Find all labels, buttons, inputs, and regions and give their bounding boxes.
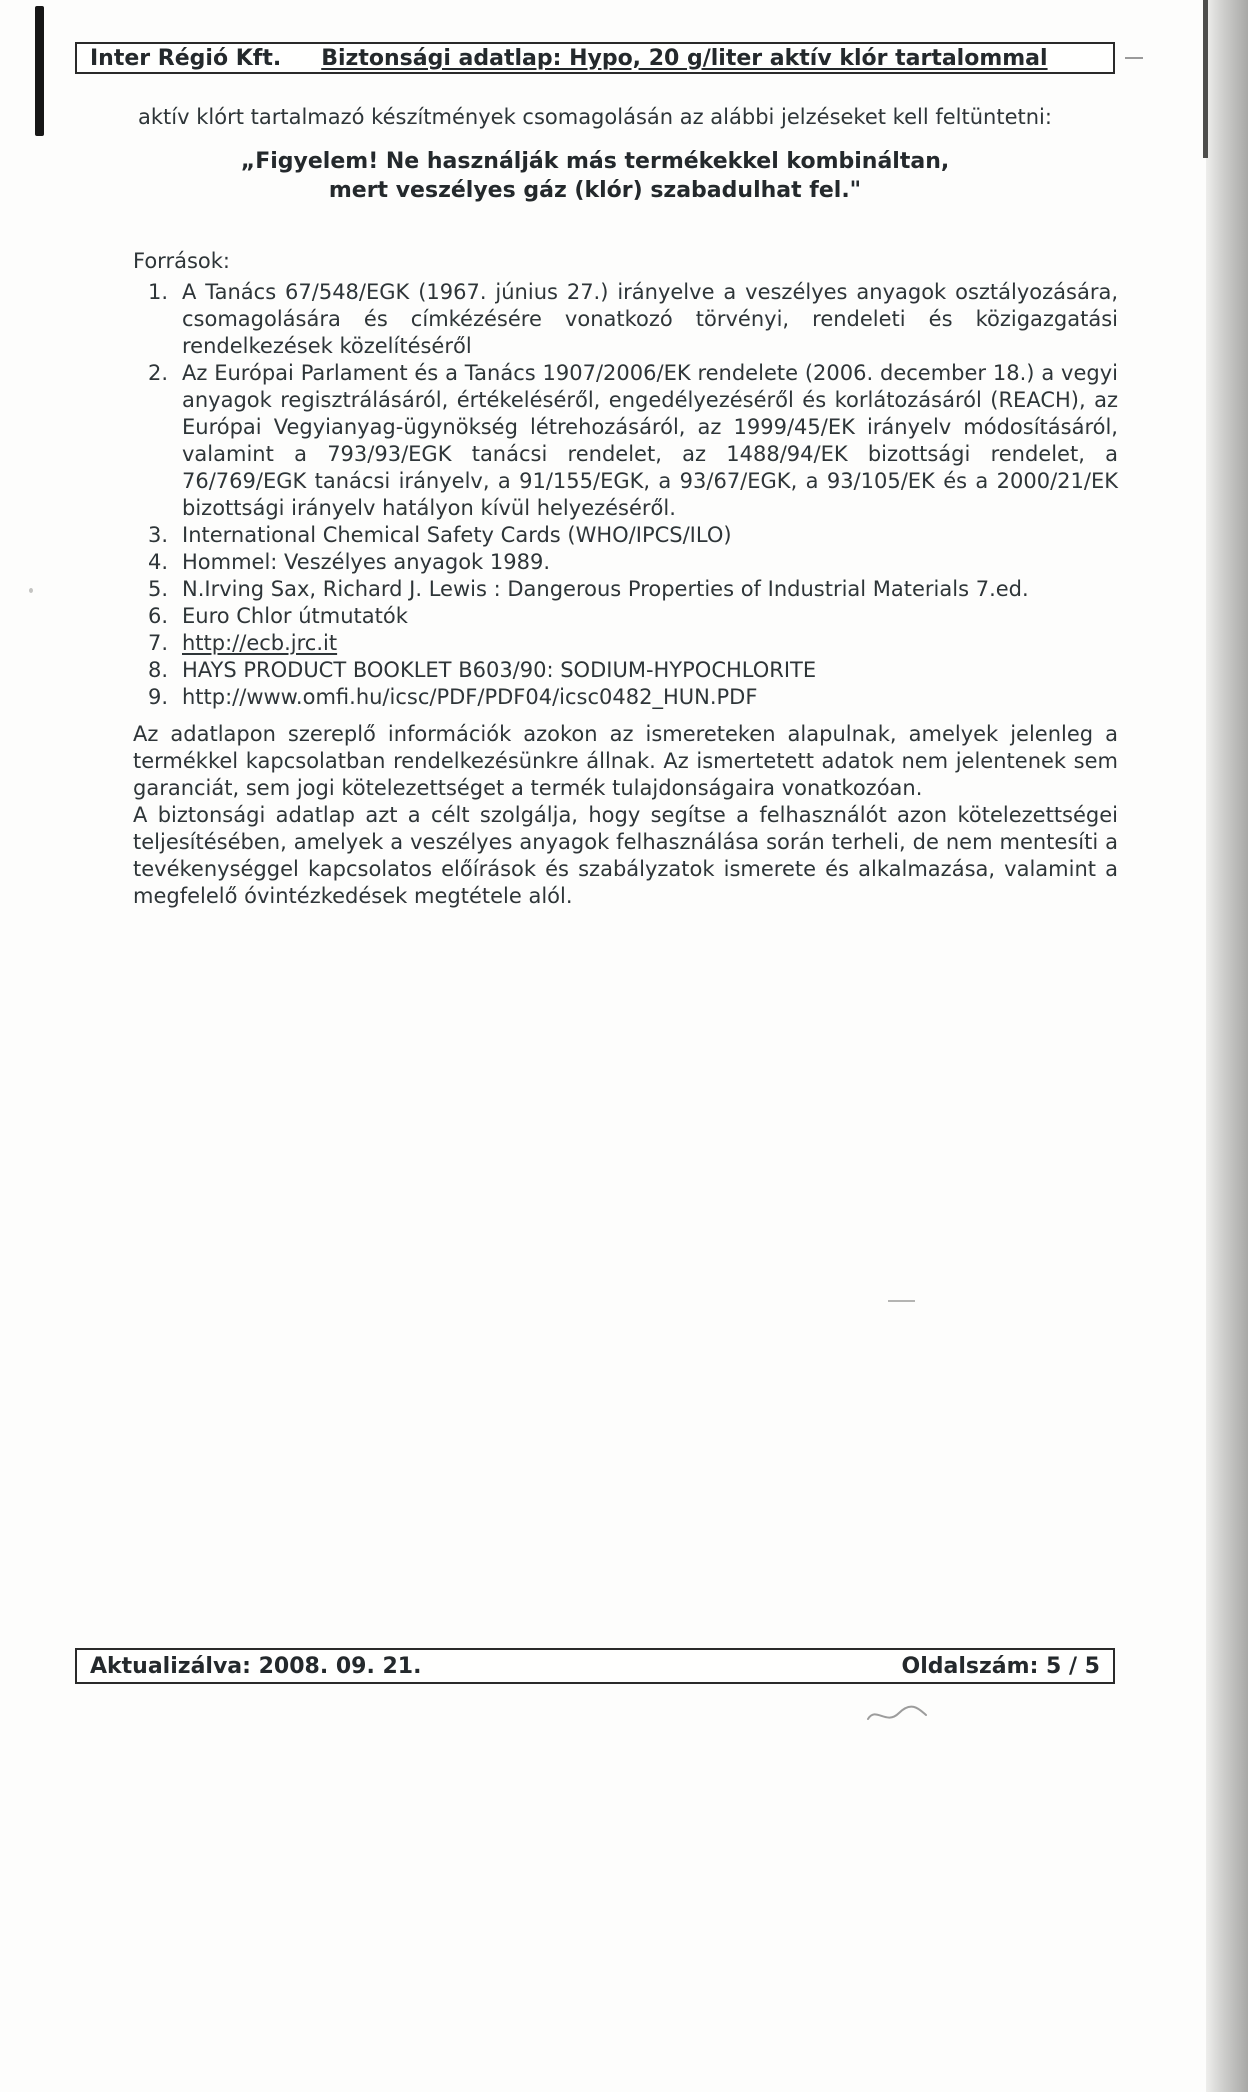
disclaimer-paragraph-1: Az adatlapon szereplő információk azokon az ismereteken alapulnak, amelyek jelenleg a termékkel kapcsolatban rendelkezésünkre állnak. Az ismertetett adatok nem jelentenek sem garanciát, sem jogi kötelezettséget a termék tulajdonságaira vonatkozóan. <box>133 722 1118 800</box>
source-item <box>133 657 1118 684</box>
scan-artifact-dash <box>888 1300 915 1302</box>
source-text: Euro Chlor útmutatók <box>182 604 408 628</box>
page-number: Oldalszám: 5 / 5 <box>901 1653 1100 1679</box>
source-number: 9. <box>148 685 169 709</box>
disclaimer-paragraph-2: A biztonsági adatlap azt a célt szolgálja, hogy segítse a felhasználót azon kötelezettségei teljesítésében, amelyek a veszélyes anyagok felhasználása során terheli, de nem mentesíti a tevékenységgel kapcsolatos előírások és szabályzatok ismerete és alkalmazása, valamint a megfelelő óvintézkedések megtétele alól. <box>133 803 1118 908</box>
source-number: 6. <box>148 604 169 628</box>
scan-artifact-squiggle <box>866 1700 928 1732</box>
source-text: Hommel: Veszélyes anyagok 1989. <box>182 550 551 574</box>
warning-line-1: „Figyelem! Ne használják más termékekkel kombináltan, <box>240 149 950 174</box>
sources-list <box>133 279 1118 711</box>
source-item <box>133 279 1118 360</box>
source-item <box>133 360 1118 522</box>
scan-edge-band <box>1206 0 1248 2092</box>
source-number: 3. <box>148 523 169 547</box>
source-number: 8. <box>148 658 169 682</box>
source-text: International Chemical Safety Cards (WHO/IPCS/ILO) <box>182 523 732 547</box>
source-number: 5. <box>148 577 169 601</box>
source-item <box>133 522 1118 549</box>
warning-text <box>75 147 1115 205</box>
source-text: A Tanács 67/548/EGK (1967. június 27.) irányelve a veszélyes anyagok osztályozására, csomagolására és címkézésére vonatkozó törvényi, rendeleti és közigazgatási rendelkezések közelítéséről <box>182 280 1118 358</box>
source-item <box>133 603 1118 630</box>
intro-text: aktív klórt tartalmazó készítmények csomagolásán az alábbi jelzéseket kell feltüntetni: <box>138 105 1052 129</box>
source-item <box>133 576 1118 603</box>
sources-heading: Források: <box>133 249 230 273</box>
header-bar <box>75 42 1115 74</box>
footer-bar <box>75 1648 1115 1684</box>
source-text: N.Irving Sax, Richard J. Lewis : Dangerous Properties of Industrial Materials 7.ed. <box>182 577 1029 601</box>
document-title: Biztonsági adatlap: Hypo, 20 g/liter aktív klór tartalommal <box>321 45 1048 71</box>
scan-artifact-bar <box>35 6 44 136</box>
scan-edge-line <box>1203 0 1208 158</box>
source-number: 4. <box>148 550 169 574</box>
disclaimer-block <box>133 721 1118 910</box>
source-number: 1. <box>148 280 169 304</box>
source-number: 7. <box>148 631 169 655</box>
main-content <box>133 248 1118 910</box>
source-text: HAYS PRODUCT BOOKLET B603/90: SODIUM-HYPOCHLORITE <box>182 658 817 682</box>
source-item <box>133 684 1118 711</box>
omfi-link[interactable]: http://www.omfi.hu/icsc/PDF/PDF04/icsc0482_HUN.PDF <box>182 685 758 709</box>
warning-line-2: mert veszélyes gáz (klór) szabadulhat fel." <box>328 178 862 203</box>
ecb-jrc-link[interactable]: http://ecb.jrc.it <box>182 631 338 655</box>
source-text: Az Európai Parlament és a Tanács 1907/2006/EK rendelete (2006. december 18.) a vegyi anyagok regisztrálásáról, értékeléséről, engedélyezéséről és korlátozásáról (REACH), az Európai Vegyianyag-ügynökség létrehozásáról, az 1999/45/EK irányelv módosításáról, valamint a 793/93/EGK tanácsi rendelet, az 1488/94/EK bizottsági rendelet, a 76/769/EGK tanácsi irányelv, a 91/155/EGK, a 93/67/EGK, a 93/105/EK és a 2000/21/EK bizottsági irányelv hatályon kívül helyezéséről. <box>182 361 1118 520</box>
source-item <box>133 630 1118 657</box>
scan-artifact-dot <box>29 588 33 593</box>
source-item <box>133 549 1118 576</box>
updated-date: Aktualizálva: 2008. 09. 21. <box>90 1653 422 1679</box>
scan-artifact-dash <box>1125 57 1143 59</box>
company-name: Inter Régió Kft. <box>90 45 282 71</box>
source-number: 2. <box>148 361 169 385</box>
